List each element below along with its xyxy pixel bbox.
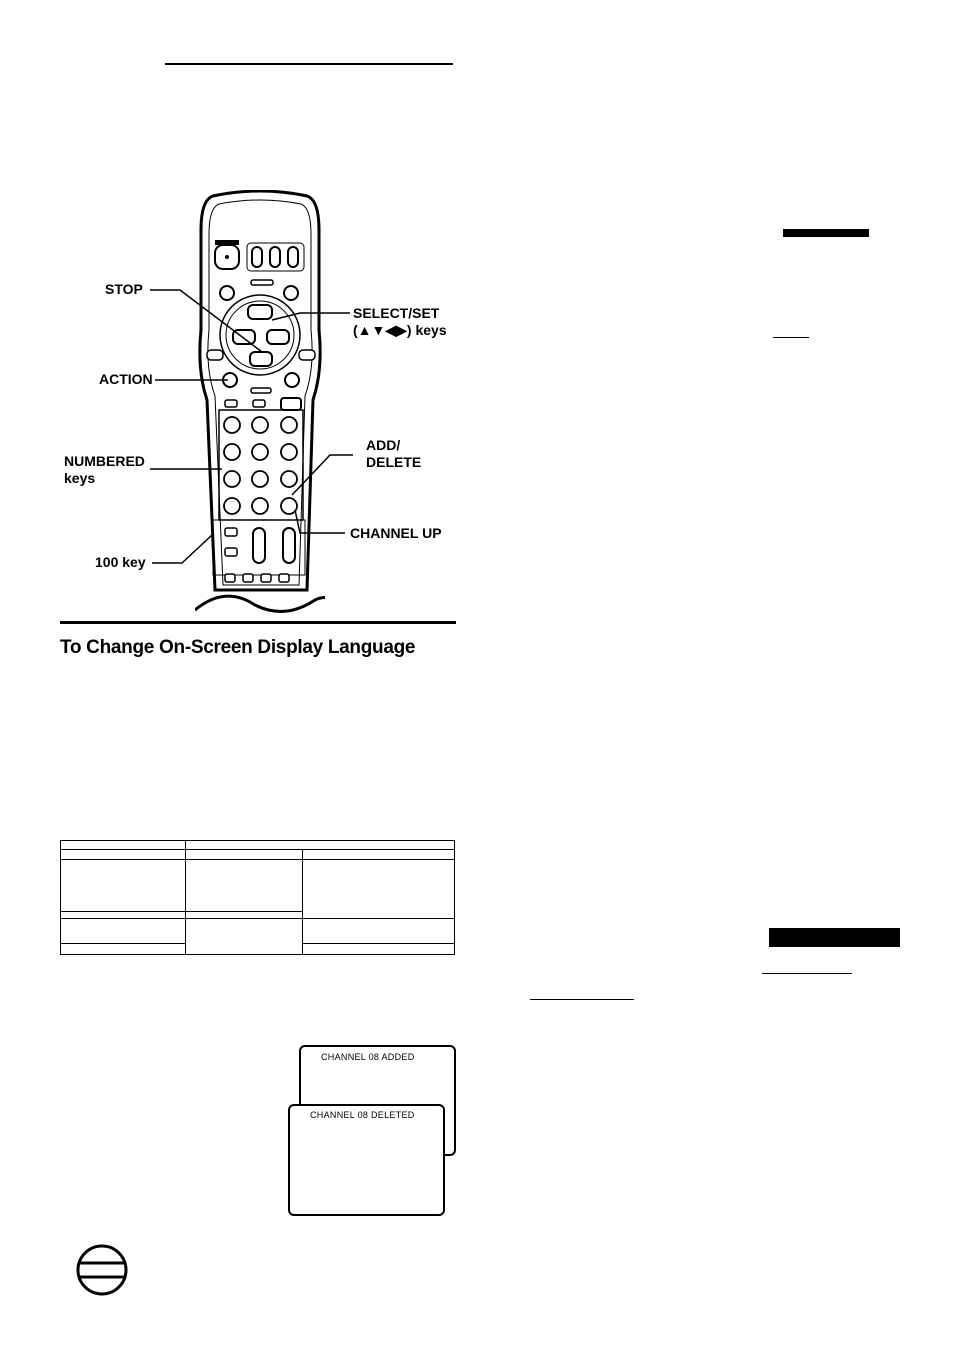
black-bar: [783, 229, 869, 237]
table-cell: [186, 919, 303, 955]
action-callout: ACTION: [99, 371, 153, 387]
add-delete-callout-line2: DELETE: [366, 454, 422, 470]
table-cell: [303, 850, 455, 860]
table-cell: [61, 841, 186, 850]
add-delete-callout: [366, 437, 421, 471]
table-cell: [61, 944, 186, 955]
table-cell: [186, 850, 303, 860]
section-heading: To Change On-Screen Display Language: [60, 637, 416, 658]
channel-deleted-message: CHANNEL 08 DELETED: [310, 1110, 415, 1120]
table-cell: [186, 912, 303, 919]
language-table: [60, 840, 455, 955]
channel-added-message: CHANNEL 08 ADDED: [321, 1052, 415, 1062]
table-cell: [61, 912, 186, 919]
section-rule: [60, 621, 456, 624]
numbered-keys-callout-line2: keys: [64, 470, 96, 486]
table-cell: [61, 850, 186, 860]
table-cell: [303, 919, 455, 944]
short-rule: [762, 973, 852, 974]
callout-leader-lines: [0, 0, 955, 620]
select-set-callout-line2: (▲▼◀▶) keys: [353, 322, 447, 338]
numbered-keys-callout-line1: NUMBERED: [64, 453, 145, 469]
short-rule: [773, 337, 809, 338]
table-cell: [303, 860, 455, 919]
add-delete-callout-line1: ADD/: [366, 437, 401, 453]
note-icon: [76, 1244, 128, 1296]
stop-callout: STOP: [105, 281, 143, 297]
select-set-callout-line1: SELECT/SET: [353, 305, 440, 321]
table-cell: [61, 919, 186, 944]
numbered-keys-callout: [64, 453, 145, 487]
short-rule: [530, 999, 634, 1000]
select-set-keys-callout: [353, 305, 447, 339]
channel-up-callout: CHANNEL UP: [350, 525, 442, 541]
channel-deleted-screen: [288, 1104, 445, 1216]
hundred-key-callout: 100 key: [95, 554, 146, 570]
table-cell: [186, 841, 455, 850]
table-cell: [61, 860, 186, 912]
table-cell: [303, 944, 455, 955]
table-cell: [186, 860, 303, 912]
black-bar: [769, 928, 900, 947]
